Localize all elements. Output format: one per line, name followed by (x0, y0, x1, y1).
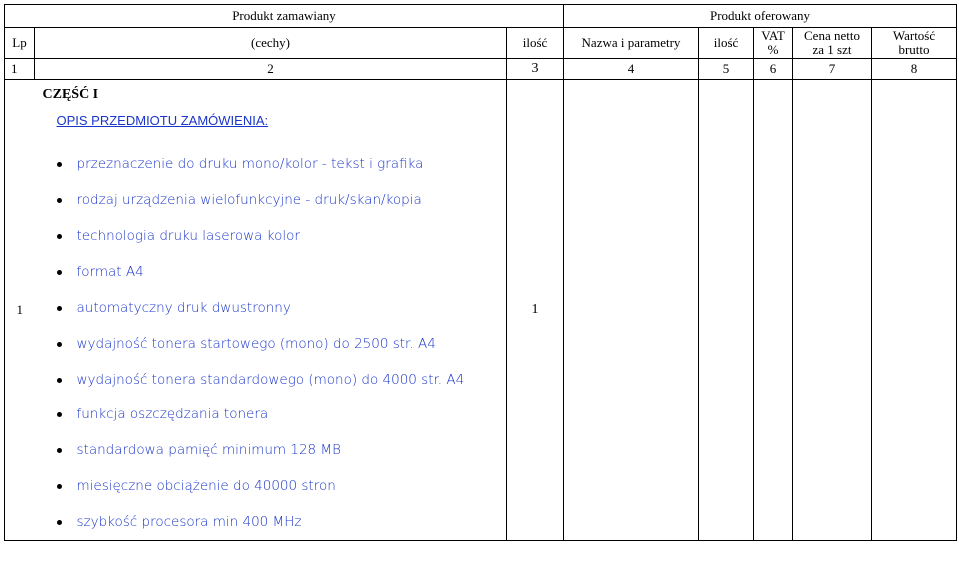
cena-cell[interactable] (793, 80, 872, 541)
col-number: 5 (699, 59, 754, 80)
opis-heading: OPIS PRZEDMIOTU ZAMÓWIENIA: (56, 113, 269, 128)
quantity-cell: 1 (507, 80, 564, 541)
produkt-oferowany-header: Produkt oferowany (564, 5, 957, 28)
vat-header: VAT % (754, 28, 793, 59)
cechy-header: (cechy) (35, 28, 507, 59)
col-number: 8 (872, 59, 957, 80)
offer-form-table (4, 4, 957, 541)
col-number: 4 (564, 59, 699, 80)
col-number: 2 (35, 59, 507, 80)
list-item: automatyczny druk dwustronny (77, 300, 507, 316)
cena-header: Cena netto za 1 szt (793, 28, 872, 59)
col-number: 6 (754, 59, 793, 80)
list-item: wydajność tonera standardowego (mono) do 4000 str. A4 (77, 372, 477, 388)
col-number: 1 (5, 59, 35, 80)
list-item: szybkość procesora min 400 MHz (77, 514, 507, 530)
bullet-icon (57, 198, 62, 203)
ilosc-ofer-header: ilość (699, 28, 754, 59)
list-item: funkcja oszczędzania tonera (77, 406, 507, 422)
column-numbers-row (5, 59, 957, 80)
vat-cell[interactable] (754, 80, 793, 541)
bullet-icon (57, 448, 62, 453)
list-item: przeznaczenie do druku mono/kolor - tekst i grafika (77, 156, 507, 172)
bullet-icon (57, 342, 62, 347)
spec-list (35, 156, 507, 530)
bullet-icon (57, 306, 62, 311)
list-item: wydajność tonera startowego (mono) do 2500 str. A4 (77, 336, 507, 352)
bullet-icon (57, 484, 62, 489)
bullet-icon (57, 520, 62, 525)
list-item: rodzaj urządzenia wielofunkcyjne - druk/skan/kopia (77, 192, 507, 208)
nazwa-header: Nazwa i parametry (564, 28, 699, 59)
list-item: technologia druku laserowa kolor (77, 228, 507, 244)
header-columns-row (5, 28, 957, 59)
col-number: 3 (507, 59, 564, 80)
bullet-icon (57, 412, 62, 417)
wartosc-cell[interactable] (872, 80, 957, 541)
list-item: standardowa pamięć minimum 128 MB (77, 442, 507, 458)
part-row (5, 80, 957, 541)
bullet-icon (57, 234, 62, 239)
part-description-cell (35, 80, 507, 541)
bullet-icon (57, 378, 62, 383)
part-lp: 1 (5, 80, 35, 541)
ilosc-zam-header: ilość (507, 28, 564, 59)
bullet-icon (57, 162, 62, 167)
col-number: 7 (793, 59, 872, 80)
list-item: format A4 (77, 264, 507, 280)
header-group-row (5, 5, 957, 28)
wartosc-header: Wartość brutto (872, 28, 957, 59)
part-title: CZĘŚĆ I (42, 87, 99, 102)
produkt-zamawiany-header: Produkt zamawiany (5, 5, 564, 28)
nazwa-cell[interactable] (564, 80, 699, 541)
lp-header: Lp (5, 28, 35, 59)
list-item: miesięczne obciążenie do 40000 stron (77, 478, 507, 494)
ilosc-ofer-cell[interactable] (699, 80, 754, 541)
bullet-icon (57, 270, 62, 275)
